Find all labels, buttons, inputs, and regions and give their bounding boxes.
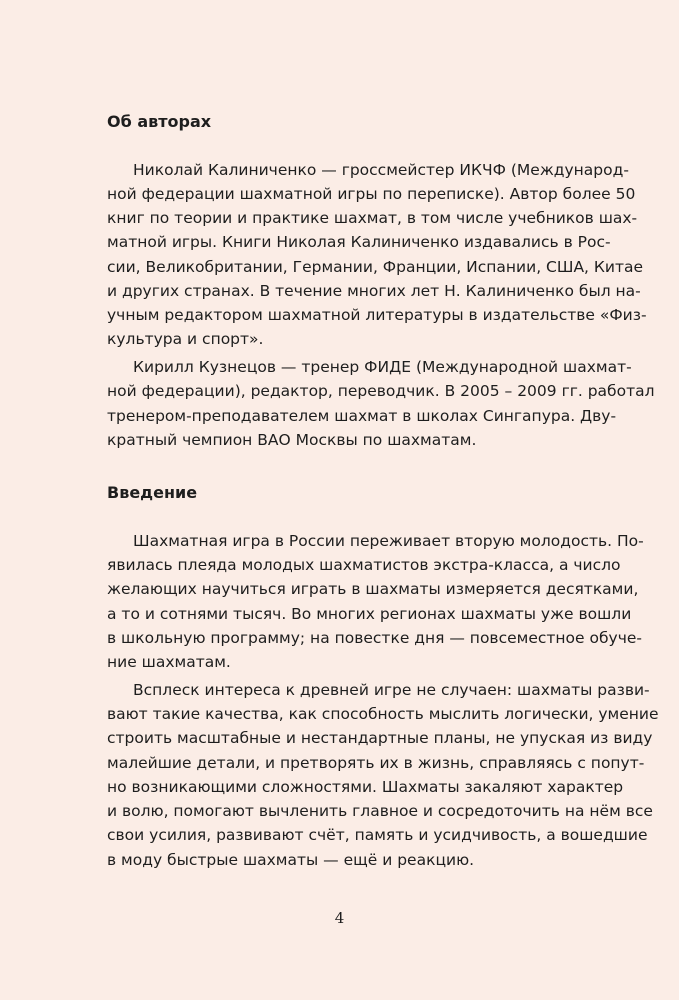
text-line: и волю, помогают вычленить главное и сосредоточить на нём все [107,802,653,820]
text-line: учным редактором шахматной литературы в издательстве «Физ- [107,306,647,324]
text-line: малейшие детали, и претворять их в жизнь, справляясь с попут- [107,754,645,772]
text-line: тренером-преподавателем шахмат в школах Сингапура. Дву- [107,407,617,425]
text-line: кратный чемпион ВАО Москвы по шахматам. [107,431,477,449]
text-line: матной игры. Книги Николая Калиниченко издавались в Рос- [107,233,611,251]
text-line: книг по теории и практике шахмат, в том числе учебников шах- [107,209,638,227]
text-line: в моду быстрые шахматы — ещё и реакцию. [107,851,475,869]
page-number: 4 [334,909,345,927]
text-line: строить масштабные и нестандартные планы, не упуская из виду [107,729,653,747]
text-line: Кирилл Кузнецов — тренер ФИДЕ (Международной шахмат- [133,358,632,376]
text-line: ние шахматам. [107,653,231,671]
text-line: Николай Калиниченко — гроссмейстер ИКЧФ (Международ- [133,161,629,179]
text-line: явилась плеяда молодых шахматистов экстра-класса, а число [107,556,621,574]
text-line: и других странах. В течение многих лет Н. Калиниченко был на- [107,282,641,300]
text-line: сии, Великобритании, Германии, Франции, Испании, США, Китае [107,258,644,276]
text-line: желающих научиться играть в шахматы измеряется десятками, [107,580,639,598]
text-line: ной федерации), редактор, переводчик. В 2005 – 2009 гг. работал [107,382,655,400]
text-line: вают такие качества, как способность мыслить логически, умение [107,705,659,723]
text-line: в школьную программу; на повестке дня — повсеместное обуче- [107,629,642,647]
text-line: но возникающими сложностями. Шахматы закаляют характер [107,778,624,796]
section-title-intro: Введение [107,483,198,502]
text-line: культура и спорт». [107,330,264,348]
section-title-authors: Об авторах [107,112,212,131]
text-line: Шахматная игра в России переживает вторую молодость. По- [133,532,644,550]
text-line: ной федерации шахматной игры по переписке). Автор более 50 [107,185,636,203]
text-line: а то и сотнями тысяч. Во многих регионах шахматы уже вошли [107,605,632,623]
text-line: свои усилия, развивают счёт, память и усидчивость, а вошедшие [107,826,648,844]
text-line: Всплеск интереса к древней игре не случаен: шахматы разви- [133,681,650,699]
